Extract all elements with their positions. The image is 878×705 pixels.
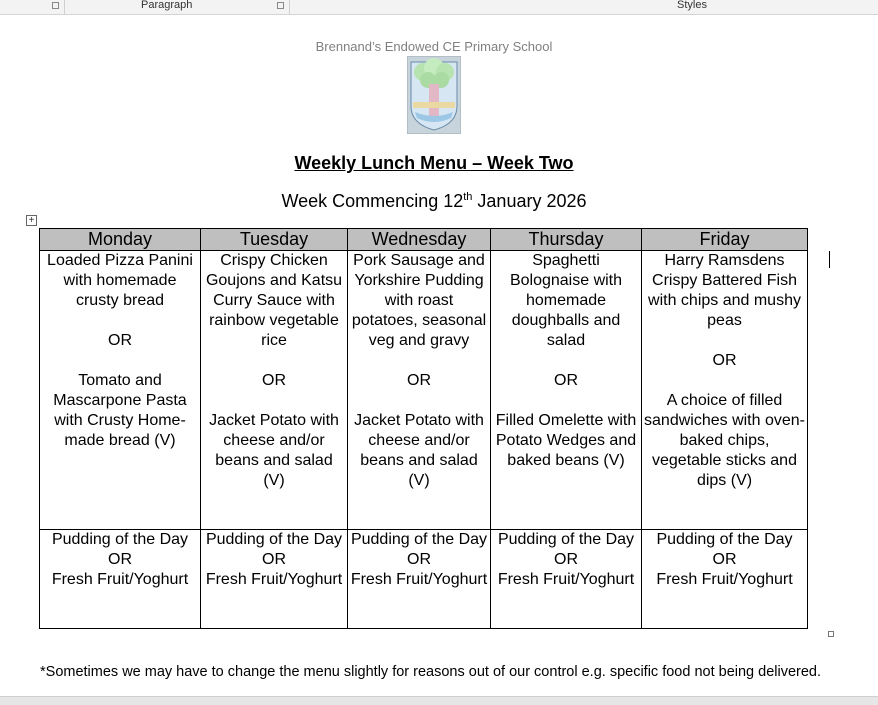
pudding-cell-wednesday[interactable]: Pudding of the Day OR Fresh Fruit/Yoghurt (348, 530, 491, 629)
ribbon-separator (64, 0, 65, 14)
menu-title: Weekly Lunch Menu – Week Two (294, 153, 574, 173)
mains-cell-friday[interactable]: Harry Ramsdens Crispy Battered Fish with chips and mushy peas OR A choice of filled sandwiches with oven-baked chips, vegetable sticks and dips (V) (642, 251, 808, 530)
pudding-row (40, 530, 808, 629)
ribbon-group-labels (0, 0, 878, 15)
school-name: Brennand’s Endowed CE Primary School (315, 39, 553, 54)
lunch-menu-table (39, 228, 808, 629)
day-header-friday: Friday (642, 229, 808, 251)
styles-group-label: Styles (677, 0, 707, 11)
mains-cell-tuesday[interactable]: Crispy Chicken Goujons and Katsu Curry Sauce with rainbow vegetable rice OR Jacket Potato with cheese and/or beans and salad (V) (201, 251, 348, 530)
day-header-tuesday: Tuesday (201, 229, 348, 251)
pudding-cell-thursday[interactable]: Pudding of the Day OR Fresh Fruit/Yoghurt (491, 530, 642, 629)
pudding-cell-tuesday[interactable]: Pudding of the Day OR Fresh Fruit/Yoghurt (201, 530, 348, 629)
paragraph-dialog-launcher-icon[interactable] (277, 2, 284, 9)
mains-cell-monday[interactable]: Loaded Pizza Panini with homemade crusty bread OR Tomato and Mascarpone Pasta with Crusty Home-made bread (V) (40, 251, 201, 530)
mains-cell-thursday[interactable]: Spaghetti Bolognaise with homemade doughballs and salad OR Filled Omelette with Potato Wedges and baked beans (V) (491, 251, 642, 530)
table-move-handle-icon[interactable]: + (26, 215, 37, 226)
paragraph-group-label: Paragraph (141, 0, 193, 11)
table-resize-handle[interactable] (828, 631, 834, 637)
week-commencing: Week Commencing 12th January 2026 (281, 191, 587, 211)
mains-cell-wednesday[interactable]: Pork Sausage and Yorkshire Pudding with roast potatoes, seasonal veg and gravy OR Jacket Potato with cheese and/or beans and salad (V) (348, 251, 491, 530)
day-header-thursday: Thursday (491, 229, 642, 251)
day-header-wednesday: Wednesday (348, 229, 491, 251)
ribbon-separator (289, 0, 290, 14)
font-dialog-launcher-icon[interactable] (52, 2, 59, 9)
footnote: *Sometimes we may have to change the menu slightly for reasons out of our control e.g. specific food not being delivered. (40, 664, 822, 680)
text-cursor (829, 251, 830, 268)
school-logo (407, 56, 461, 134)
day-header-monday: Monday (40, 229, 201, 251)
mains-row (40, 251, 808, 530)
pudding-cell-monday[interactable]: Pudding of the Day OR Fresh Fruit/Yoghurt (40, 530, 201, 629)
day-header-row (40, 229, 808, 251)
pudding-cell-friday[interactable]: Pudding of the Day OR Fresh Fruit/Yoghurt (642, 530, 808, 629)
